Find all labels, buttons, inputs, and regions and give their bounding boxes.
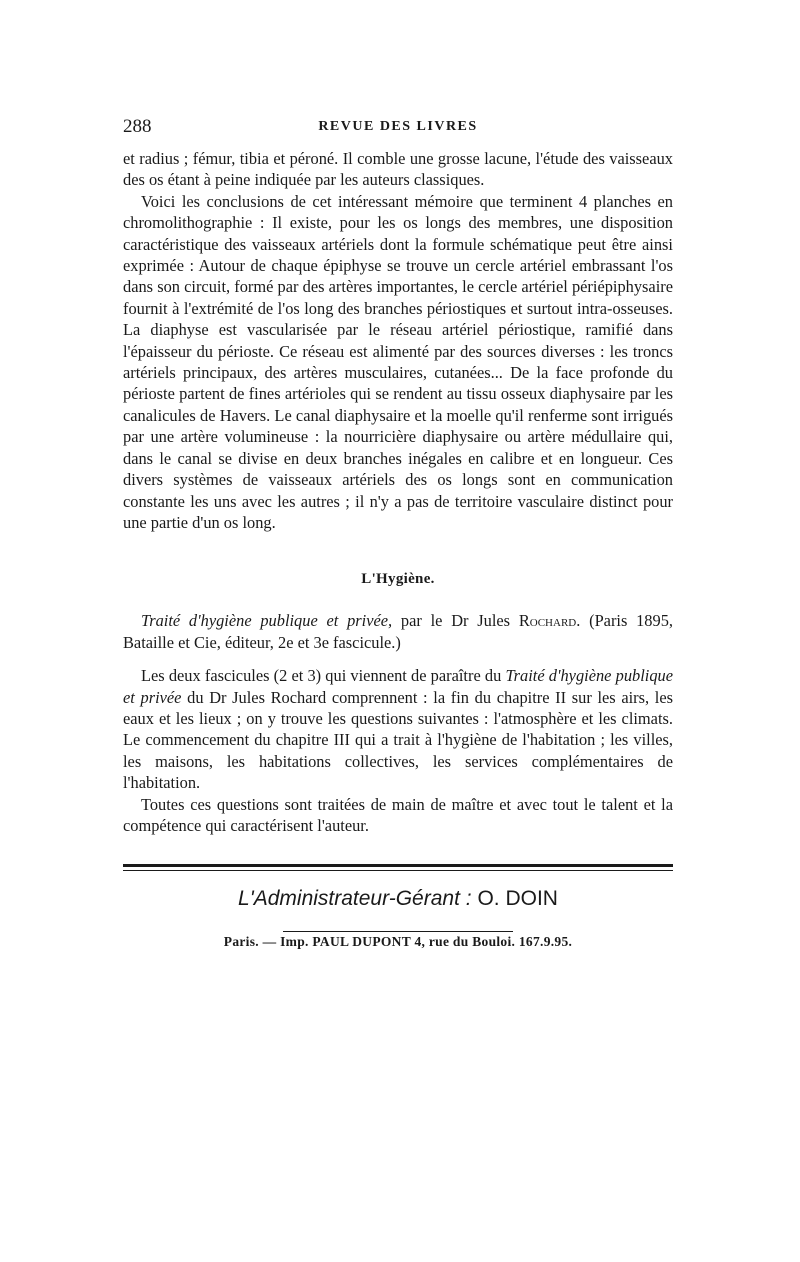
citation-author-name: Rochard.: [518, 611, 581, 631]
running-title: REVUE DES LIVRES: [318, 119, 478, 134]
rule-thick: [123, 864, 673, 867]
imprint-rule: [283, 931, 513, 932]
hygiene-p1-title: Traité d'hygiène publique et privée: [123, 666, 673, 707]
rule-thin: [123, 870, 673, 871]
running-head: [123, 116, 673, 142]
section-heading: L'Hygiène.: [361, 571, 435, 588]
hygiene-p1-after: du Dr Jules Rochard comprennent : la fin du chapitre II sur les airs, les eaux et les lieux ; on y trouve les questions suivantes : l'atmosphère et les climats. Le commencement du chapitre III qui a trait à l'hygiène de l'habitation ; les villes, les maisons, les habitations collectives, les services complémentaires de l'habitation.: [123, 687, 673, 793]
book-citation: [123, 610, 673, 653]
printer-imprint: Paris. — Imp. PAUL DUPONT 4, rue du Bouloi. 167.9.95.: [223, 934, 573, 950]
citation-title: Traité d'hygiène publique et privée,: [141, 611, 393, 631]
citation-author-prefix: par le Dr Jules: [400, 611, 511, 631]
gerant-role: L'Administrateur-Gérant :: [238, 887, 472, 911]
page-number: 288: [123, 116, 152, 137]
book-page: [123, 116, 673, 950]
hygiene-paragraph-2: Toutes ces questions sont traitées de main de maître et avec tout le talent et la compétence qui caractérisent l'auteur.: [123, 794, 673, 835]
review-paragraph-2: Voici les conclusions de cet intéressant mémoire que terminent 4 planches en chromolithographie : Il existe, pour les os longs des membres, une disposition caractéristique des vaisseaux artériels dont la formule schématique peut être ainsi exprimée : Autour de chaque épiphyse se trouve un cercle artériel embrassant l'os dans son circuit, formé par des artères importantes, le cercle artériel périépiphysaire fournit à l'extrémité de l'os long des branches périostiques et surtout intra-osseuses. La diaphyse est vascularisée par le réseau artériel périostique, ramifié dans l'épaisseur du périoste. Ce réseau est alimenté par des sources diverses : les troncs artériels principaux, des artères musculaires, cutanées... De la face profonde du périoste partent de fines artérioles qui se rendent au tissu osseux diaphysaire par les canalicules de Havers. Le canal diaphysaire et la moelle qu'il renferme sont irrigués par une artère volumineuse : la nourricière diaphysaire ou artère médullaire qui, dans le canal se divise en deux branches inégales en calibre et en longueur. Ces divers systèmes de vaisseaux artériels des os longs sont en communication constante les uns avec les autres ; il n'y a pas de territoire vasculaire distinct pour une partie d'un os long.: [123, 191, 673, 532]
hygiene-p1-before: Les deux fascicules (2 et 3) qui viennent de paraître du: [141, 666, 502, 686]
review-paragraph-1: et radius ; fémur, tibia et péroné. Il comble une grosse lacune, l'étude des vaisseaux des os étant à peine indiquée par les auteurs classiques.: [123, 149, 673, 190]
gerant-name: O. DOIN: [477, 887, 558, 911]
footer-double-rule: [123, 864, 673, 871]
citation-publisher: (Paris 1895, Bataille et Cie, éditeur, 2e et 3e fascicule.): [123, 611, 673, 652]
hygiene-paragraph-1: [123, 665, 673, 793]
gerant-line: [123, 887, 673, 911]
